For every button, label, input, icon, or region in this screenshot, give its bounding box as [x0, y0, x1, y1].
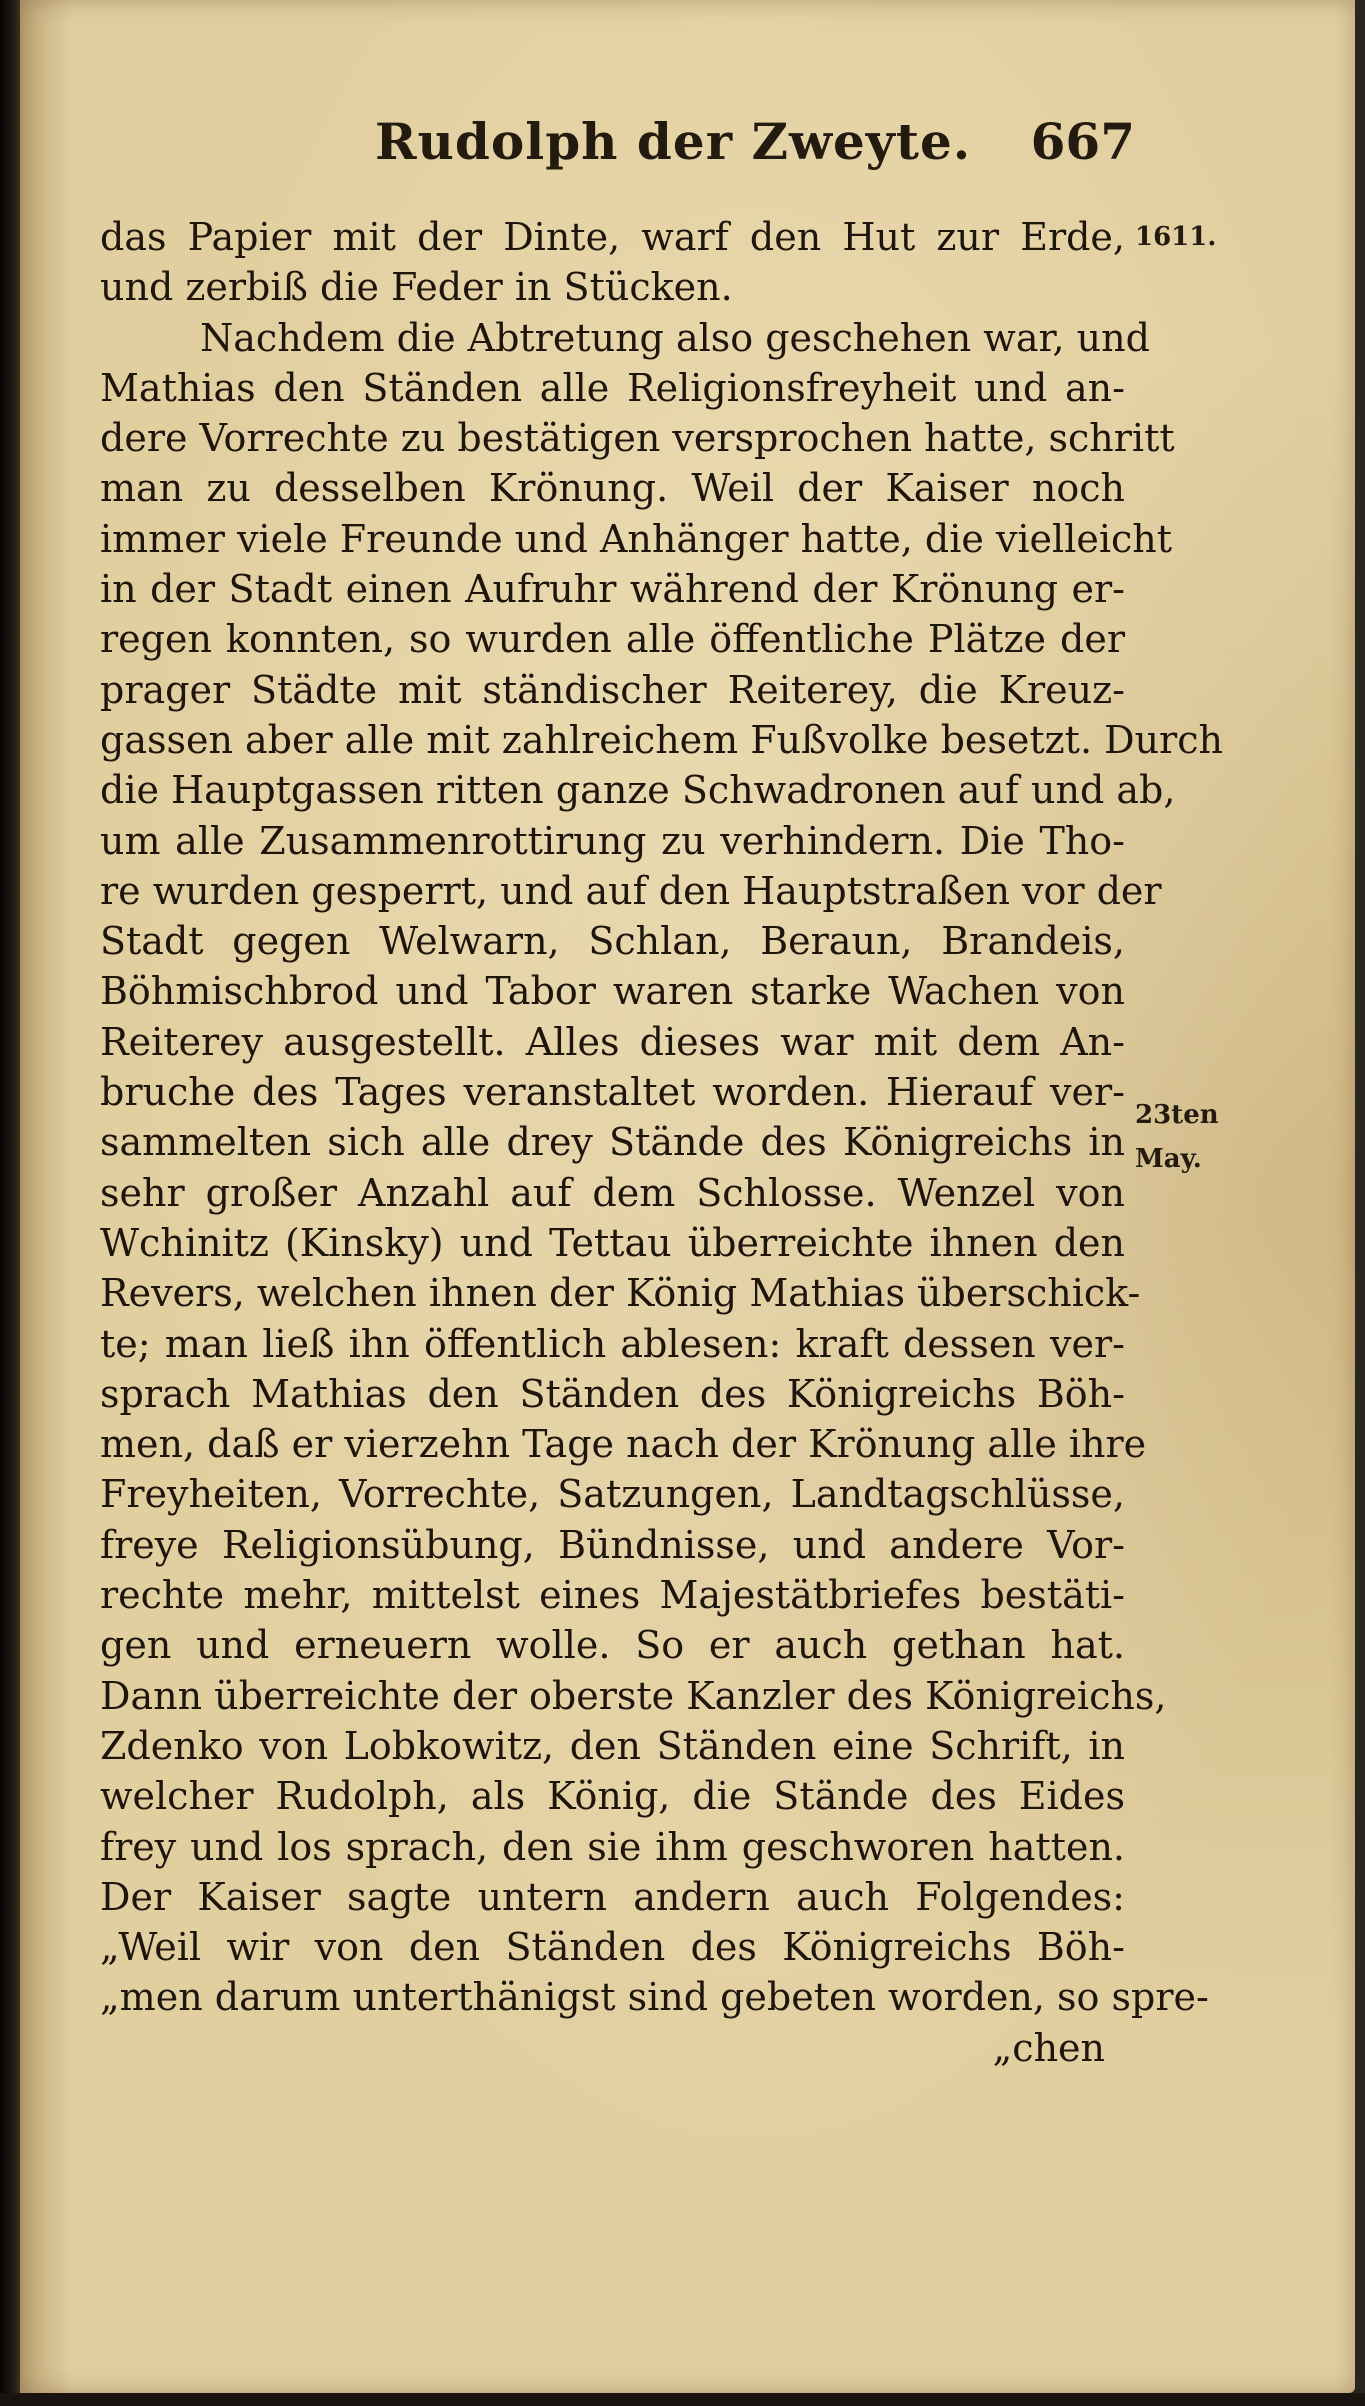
text-line: immer viele Freunde und Anhänger hatte, die vielleicht — [100, 516, 1173, 561]
text-line: Dann überreichte der oberste Kanzler des Königreichs, — [100, 1673, 1167, 1718]
text-line: frey und los sprach, den sie ihm geschworen hatten. — [100, 1824, 1125, 1869]
page-bottom-edge — [0, 2393, 1365, 2406]
text-line: Böhmischbrod und Tabor waren starke Wachen von — [100, 969, 1125, 1014]
text-line: freye Religionsübung, Bündnisse, und andere Vor- — [100, 1522, 1125, 1567]
text-line: um alle Zusammenrottirung zu verhindern. Die Tho- — [100, 818, 1125, 863]
text-line: in der Stadt einen Aufruhr während der Krönung er- — [100, 567, 1125, 612]
running-head: Rudolph der Zweyte. — [375, 112, 972, 171]
text-line: Wchinitz (Kinsky) und Tettau überreichte ihnen den — [100, 1220, 1125, 1265]
text-line: sammelten sich alle drey Stände des Königreichs in — [100, 1120, 1125, 1165]
text-line: prager Städte mit ständischer Reiterey, die Kreuz- — [100, 667, 1125, 712]
text-line: gassen aber alle mit zahlreichem Fußvolke besetzt. Durch — [100, 717, 1223, 762]
margin-note-date-day: 23ten — [1135, 1100, 1219, 1130]
text-line: Nachdem die Abtretung also geschehen war, und — [200, 315, 1150, 360]
text-line: Revers, welchen ihnen der König Mathias überschick- — [100, 1271, 1141, 1316]
text-line: bruche des Tages veranstaltet worden. Hierauf ver- — [100, 1070, 1125, 1115]
text-line: Reiterey ausgestellt. Alles dieses war mit dem An- — [100, 1019, 1125, 1064]
text-line: man zu desselben Krönung. Weil der Kaiser noch — [100, 466, 1125, 511]
text-line: Stadt gegen Welwarn, Schlan, Beraun, Brandeis, — [100, 919, 1125, 964]
text-line: Freyheiten, Vorrechte, Satzungen, Landtagschlüsse, — [100, 1472, 1125, 1517]
text-line: die Hauptgassen ritten ganze Schwadronen auf und ab, — [100, 768, 1176, 813]
text-line: „men darum unterthänigst sind gebeten worden, so spre- — [100, 1975, 1209, 2020]
page-number: 667 — [1030, 112, 1135, 171]
text-line: men, daß er vierzehn Tage nach der Krönung alle ihre — [100, 1422, 1147, 1467]
text-line: Zdenko von Lobkowitz, den Ständen eine Schrift, in — [100, 1723, 1125, 1768]
text-line: und zerbiß die Feder in Stücken. — [100, 265, 733, 310]
text-line: Mathias den Ständen alle Religionsfreyheit und an- — [100, 365, 1125, 410]
page-header — [375, 112, 1135, 182]
catchword: „chen — [992, 2025, 1105, 2070]
text-line: sprach Mathias den Ständen des Königreichs Böh- — [100, 1371, 1125, 1416]
text-line: „Weil wir von den Ständen des Königreichs Böh- — [100, 1925, 1125, 1970]
text-line: regen konnten, so wurden alle öffentliche Plätze der — [100, 617, 1125, 662]
text-line: welcher Rudolph, als König, die Stände des Eides — [100, 1774, 1125, 1819]
book-page — [20, 0, 1355, 2393]
margin-note-date-month: May. — [1135, 1144, 1202, 1174]
text-line: te; man ließ ihn öffentlich ablesen: kraft dessen ver- — [100, 1321, 1125, 1366]
margin-note-year: 1611. — [1135, 222, 1217, 252]
text-line: sehr großer Anzahl auf dem Schlosse. Wenzel von — [100, 1170, 1125, 1215]
text-line: Der Kaiser sagte untern andern auch Folgendes: — [100, 1874, 1125, 1919]
text-line: das Papier mit der Dinte, warf den Hut zur Erde, — [100, 215, 1125, 259]
text-line: gen und erneuern wolle. So er auch gethan hat. — [100, 1623, 1125, 1668]
book-spine-shadow — [0, 0, 20, 2406]
text-line: dere Vorrechte zu bestätigen versprochen hatte, schritt — [100, 416, 1175, 461]
text-line: rechte mehr, mittelst eines Majestätbriefes bestäti- — [100, 1573, 1125, 1618]
text-line: re wurden gesperrt, und auf den Hauptstraßen vor der — [100, 868, 1162, 913]
